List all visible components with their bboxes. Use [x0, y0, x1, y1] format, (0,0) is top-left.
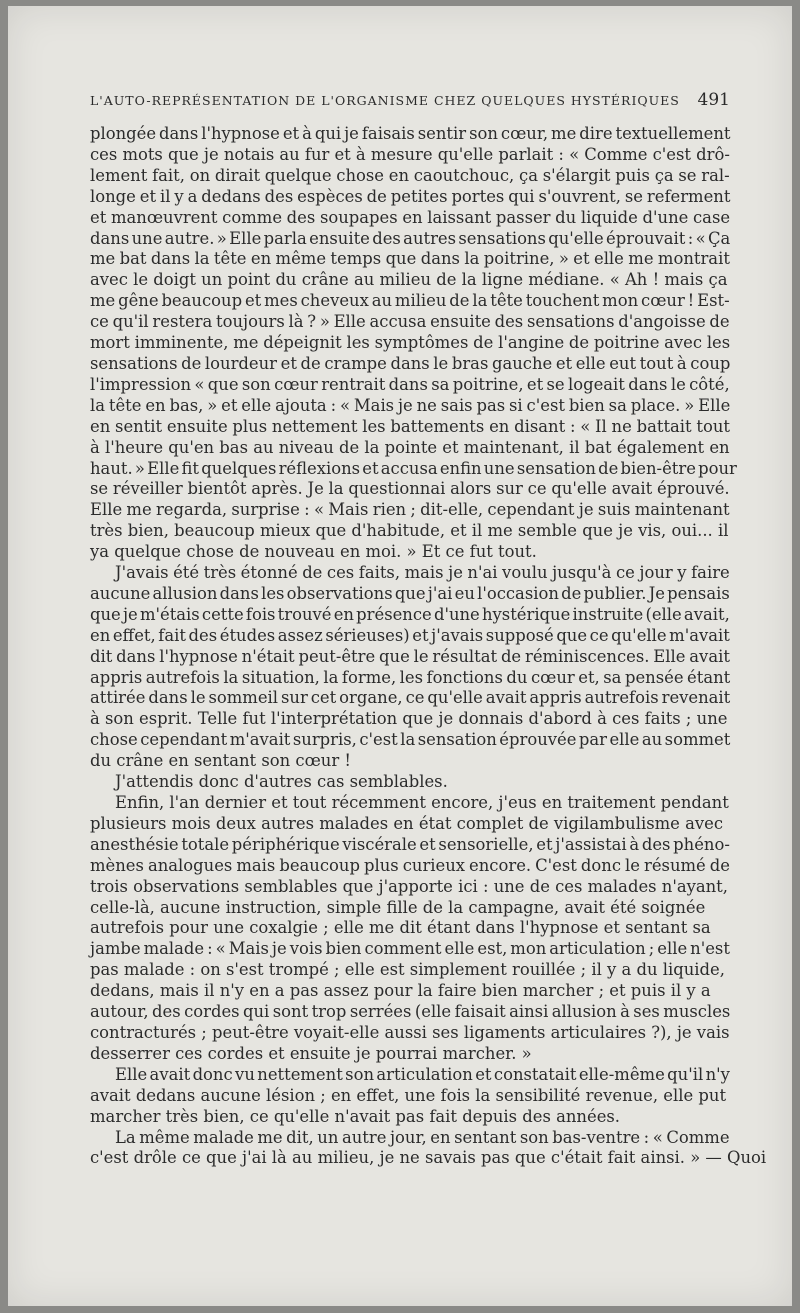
text-line: La même malade me dit, un autre jour, en sentant son bas-ventre : « Comme: [115, 1127, 730, 1147]
text-line: que je m'étais cette fois trouvé en présence d'une hystérique instruite (elle avait,: [90, 604, 730, 624]
text-line: mènes analogues mais beaucoup plus curieux encore. C'est donc le résumé de: [90, 855, 730, 875]
text-line: desserrer ces cordes et ensuite je pourrai marcher. »: [90, 1043, 532, 1063]
text-line: haut. » Elle fit quelques réflexions et accusa enfin une sensation de bien-être pour: [90, 458, 737, 478]
running-title: L'AUTO-REPRÉSENTATION DE L'ORGANISME CHEZ QUELQUES HYSTÉRIQUES: [90, 93, 680, 108]
body-text: [90, 124, 767, 1169]
text-line: longe et il y a dedans des espèces de petites portes qui s'ouvrent, se referment: [90, 186, 731, 206]
text-line: contracturés ; peut-être voyait-elle aussi ses ligaments articulaires ?), je vais: [90, 1022, 730, 1042]
text-line: dit dans l'hypnose n'était peut-être que le résultat de réminiscences. Elle avait: [90, 646, 730, 666]
text-line: dedans, mais il n'y en a pas assez pour la faire bien marcher ; et puis il y a: [90, 981, 711, 1001]
text-line: très bien, beaucoup mieux que d'habitude, et il me semble que je vis, oui... il: [90, 521, 729, 541]
text-line: chose cependant m'avait surpris, c'est la sensation éprouvée par elle au sommet: [90, 730, 731, 750]
text-line: attirée dans le sommeil sur cet organe, ce qu'elle avait appris autrefois revenait: [90, 688, 731, 708]
text-line: lement fait, on dirait quelque chose en caoutchouc, ça s'élargit puis ça se ral-: [90, 165, 730, 185]
text-line: se réveiller bientôt après. Je la questionnai alors sur ce qu'elle avait éprouvé.: [90, 479, 730, 499]
text-line: anesthésie totale périphérique viscérale et sensorielle, et j'assistai à des phéno-: [90, 834, 730, 854]
text-line: jambe malade : « Mais je vois bien comment elle est, mon articulation ; elle n'est: [90, 939, 730, 959]
text-line: J'avais été très étonné de ces faits, mais je n'ai voulu jusqu'à ce jour y faire: [115, 563, 730, 583]
text-line: mort imminente, me dépeignit les symptômes de l'angine de poitrine avec les: [90, 333, 731, 353]
text-line: en effet, fait des études assez sérieuses) et j'avais supposé que ce qu'elle m'avait: [90, 625, 730, 645]
text-line: appris autrefois la situation, la forme, les fonctions du cœur et, sa pensée étant: [90, 667, 731, 687]
text-line: J'attendis donc d'autres cas semblables.: [115, 772, 448, 792]
text-line: me gêne beaucoup et mes cheveux au milieu de la tête touchent mon cœur ! Est-: [90, 291, 730, 311]
text-line: du crâne en sentant son cœur !: [90, 751, 351, 771]
text-line: aucune allusion dans les observations que j'ai eu l'occasion de publier. Je pensais: [90, 583, 730, 603]
text-line: autrefois pour une coxalgie ; elle me dit étant dans l'hypnose et sentant sa: [90, 918, 711, 938]
book-page: [8, 6, 792, 1306]
text-line: celle-là, aucune instruction, simple fille de la campagne, avait été soignée: [90, 897, 706, 917]
text-line: l'impression « que son cœur rentrait dans sa poitrine, et se logeait dans le côté,: [90, 374, 730, 394]
text-line: marcher très bien, ce qu'elle n'avait pas fait depuis des années.: [90, 1106, 621, 1126]
text-line: en sentit ensuite plus nettement les battements en disant : « Il ne battait tout: [90, 416, 731, 436]
text-line: ce qu'il restera toujours là ? » Elle accusa ensuite des sensations d'angoisse de: [90, 312, 730, 332]
text-line: dans une autre. » Elle parla ensuite des autres sensations qu'elle éprouvait : « Ça: [90, 228, 731, 248]
text-line: et manœuvrent comme des soupapes en laissant passer du liquide d'une case: [90, 207, 731, 227]
text-line: Elle avait donc vu nettement son articulation et constatait elle-même qu'il n'y: [115, 1064, 730, 1084]
text-line: sensations de lourdeur et de crampe dans le bras gauche et elle eut tout à coup: [90, 353, 731, 373]
text-line: ces mots que je notais au fur et à mesure qu'elle parlait : « Comme c'est drô-: [90, 144, 730, 164]
text-line: à son esprit. Telle fut l'interprétation que je donnais d'abord à ces faits ; une: [90, 709, 728, 729]
page-header: [90, 90, 730, 110]
text-line: ya quelque chose de nouveau en moi. » Et ce fut tout.: [90, 542, 537, 562]
text-line: plongée dans l'hypnose et à qui je faisais sentir son cœur, me dire textuellement: [90, 124, 731, 143]
text-line: à l'heure qu'en bas au niveau de la pointe et maintenant, il bat également en: [90, 437, 730, 457]
text-line: me bat dans la tête en même temps que dans la poitrine, » et elle me montrait: [90, 249, 730, 269]
text-line: c'est drôle ce que j'ai là au milieu, je ne savais pas que c'était fait ainsi. » — Quoi: [90, 1148, 767, 1168]
text-line: pas malade : on s'est trompé ; elle est simplement rouillée ; il y a du liquide,: [90, 960, 725, 980]
text-line: avec le doigt un point du crâne au milieu de la ligne médiane. « Ah ! mais ça: [90, 270, 728, 290]
page-number: 491: [697, 90, 730, 110]
text-line: Elle me regarda, surprise : « Mais rien ; dit-elle, cependant je suis maintenant: [90, 500, 730, 520]
text-line: autour, des cordes qui sont trop serrées (elle faisait ainsi allusion à ses muscles: [90, 1002, 731, 1022]
text-line: trois observations semblables que j'apporte ici : une de ces malades n'ayant,: [90, 876, 728, 896]
text-line: Enfin, l'an dernier et tout récemment encore, j'eus en traitement pendant: [115, 793, 729, 812]
text-line: la tête en bas, » et elle ajouta : « Mais je ne sais pas si c'est bien sa place. » Elle: [90, 395, 731, 415]
text-line: plusieurs mois deux autres malades en état complet de vigilambulisme avec: [90, 813, 723, 833]
text-line: avait dedans aucune lésion ; en effet, une fois la sensibilité revenue, elle put: [90, 1085, 727, 1105]
